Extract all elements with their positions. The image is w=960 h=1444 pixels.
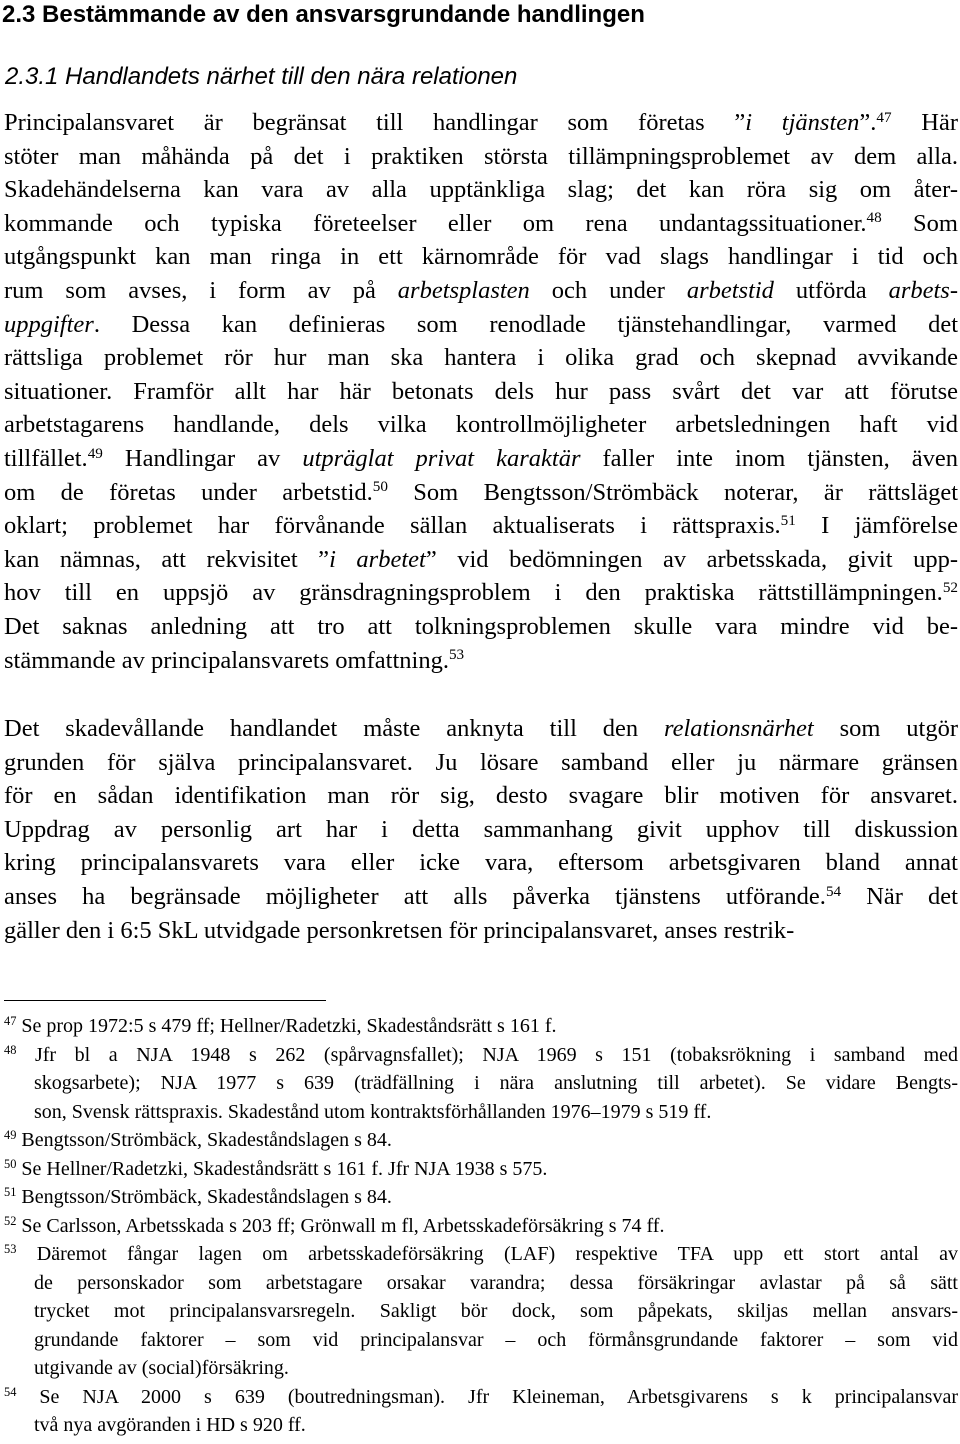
text-line xyxy=(4,645,958,677)
footnote-number: 52 xyxy=(4,1213,17,1228)
text-run: kring principalansvarets vara eller icke vara, eftersom arbetsgivaren bland annat xyxy=(4,849,958,877)
text-run: grunden för själva principalansvaret. Ju lösare samband eller ju närmare gränsen xyxy=(4,748,958,776)
footnote-separator xyxy=(4,1000,326,1001)
text-run: När det xyxy=(841,883,958,910)
text-line xyxy=(4,577,958,609)
text-run: hov till en uppsjö av gränsdragningsproblem i den praktiska rättstillämpningen. xyxy=(4,579,943,607)
footnote-ref: 54 xyxy=(825,882,842,900)
text-line xyxy=(4,309,958,341)
text-line xyxy=(4,544,958,576)
section-heading: 2.3 Bestämmande av den ansvarsgrundande handlingen xyxy=(2,1,645,28)
footnote-line xyxy=(4,1012,958,1040)
text-run: oklart; problemet har förvånande sällan aktualiserats i rättspraxis. xyxy=(4,512,781,540)
footnote-text: Se NJA 2000 s 639 (boutredningsman). Jfr Kleineman, Arbetsgivarens s k principalansvar xyxy=(39,1385,958,1408)
footnote-ref: 49 xyxy=(87,444,103,462)
text-run: Det skadevållande handlandet måste anknyta till den xyxy=(4,715,664,742)
text-run: ” vid bedömningen av arbetsskada, givit upp- xyxy=(425,545,958,573)
footnote-line xyxy=(34,1326,958,1354)
text-run: stämmande av principalansvarets omfattning. xyxy=(4,646,449,674)
emphasis: arbets- xyxy=(888,277,958,304)
footnote-number: 47 xyxy=(4,1014,17,1029)
text-run: Som Bengtsson/Strömbäck noterar, är rättsläget xyxy=(387,478,958,506)
footnote-number: 53 xyxy=(4,1242,17,1257)
footnote-line xyxy=(34,1297,958,1325)
footnote-line xyxy=(34,1069,958,1097)
footnote-text: son, Svensk rättspraxis. Skadestånd utom kontraktsförhållanden 1976–1979 s 519 ff. xyxy=(34,1100,712,1123)
text-line xyxy=(4,747,958,779)
text-run: utförda xyxy=(773,277,889,304)
text-line xyxy=(4,915,958,947)
emphasis: arbetsplasten xyxy=(397,277,530,304)
footnote-number: 48 xyxy=(4,1042,17,1057)
footnote-text: Bengtsson/Strömbäck, Skadeståndslagen s 84. xyxy=(21,1129,392,1151)
footnote-text: Se Hellner/Radetzki, Skadeståndsrätt s 161 f. Jfr NJA 1938 s 575. xyxy=(21,1157,548,1180)
text-run: ”. xyxy=(859,109,877,136)
footnote-text: Se prop 1972:5 s 479 ff; Hellner/Radetzki, Skadeståndsrätt s 161 f. xyxy=(21,1015,557,1037)
footnote-ref: 50 xyxy=(372,478,388,496)
text-line xyxy=(4,241,958,273)
text-run: Uppdrag av personlig art har i detta sammanhang givit upphov till diskussion xyxy=(4,815,958,843)
text-line xyxy=(4,847,958,879)
footnote-text: de personskador som arbetstagare orsakar varandra; dessa försäkringar avlastar på så sätt xyxy=(34,1271,958,1294)
text-run: gäller den i 6:5 SkL utvidgade personkretsen för principalansvaret, anses restrik- xyxy=(4,916,795,944)
text-run: för en sådan identifikation man rör sig, desto svagare blir motiven för ansvaret. xyxy=(4,782,958,810)
footnote-line xyxy=(34,1269,958,1297)
footnote-text: grundande faktorer – som vid principalansvar – och förmånsgrundande faktorer – som vid xyxy=(34,1328,958,1351)
text-line xyxy=(4,376,958,408)
footnote-number: 51 xyxy=(4,1185,17,1200)
text-line xyxy=(4,510,958,542)
emphasis: uppgifter xyxy=(4,310,94,338)
footnote-text: Jfr bl a NJA 1948 s 262 (spårvagnsfallet); NJA 1969 s 151 (tobaksrökning i samband med xyxy=(34,1043,958,1066)
text-run: anses ha begränsade möjligheter att alls påverka tjänstens utförande. xyxy=(4,883,826,910)
text-line xyxy=(4,107,958,139)
text-run: kommande och typiska företeelser eller om rena undantagssituationer. xyxy=(4,209,867,237)
footnote-line xyxy=(4,1126,958,1154)
text-run: Som xyxy=(881,209,958,237)
text-run: I jämförelse xyxy=(795,512,958,540)
text-line xyxy=(4,477,958,509)
footnote-ref: 53 xyxy=(448,646,465,664)
footnote-line xyxy=(34,1098,958,1126)
text-line xyxy=(4,409,958,441)
text-run: Här xyxy=(891,109,958,136)
text-line xyxy=(4,881,958,913)
text-run: Handlingar av xyxy=(102,445,303,472)
footnote-ref: 48 xyxy=(866,209,882,227)
subsection-heading: 2.3.1 Handlandets närhet till den nära relationen xyxy=(5,63,518,90)
text-run: faller inte inom tjänsten, även xyxy=(580,445,958,472)
text-run: som utgör xyxy=(813,715,959,742)
text-line xyxy=(4,780,958,812)
emphasis: i arbetet xyxy=(329,545,426,573)
text-run: arbetstagarens handlande, dels vilka kontrollmöjligheter arbetsledningen haft vid xyxy=(4,411,958,439)
text-line xyxy=(4,275,958,307)
text-line xyxy=(4,814,958,846)
text-line xyxy=(4,208,958,240)
text-run: utgångspunkt kan man ringa in ett kärnområde för vad slags handlingar i tid och xyxy=(4,243,958,271)
text-run: situationer. Framför allt har här betonats dels hur pass svårt det var att förutse xyxy=(4,377,958,405)
text-line xyxy=(4,713,958,745)
footnote-text: två nya avgöranden i HD s 920 ff. xyxy=(34,1414,306,1436)
emphasis: arbetstid xyxy=(686,277,774,304)
footnote-text: trycket mot principalansvarsregeln. Sakligt bör dock, som påpekats, skiljas mellan ansvars- xyxy=(34,1300,958,1322)
footnote-text: Se Carlsson, Arbetsskada s 203 ff; Grönwall m fl, Arbetsskadeförsäkring s 74 ff. xyxy=(21,1214,665,1237)
text-run: om de företas under arbetstid. xyxy=(4,478,373,506)
footnote-line xyxy=(4,1240,958,1268)
footnote-ref: 47 xyxy=(876,108,892,126)
text-line xyxy=(4,342,958,374)
emphasis: i tjänsten xyxy=(745,109,860,136)
footnote-line xyxy=(4,1183,958,1211)
text-run: Det saknas anledning att tro att tolkningsproblemen skulle vara mindre vid be- xyxy=(4,613,958,640)
text-run: och under xyxy=(529,277,687,304)
footnote-line xyxy=(4,1212,958,1240)
footnote-text: Däremot fångar lagen om arbetsskadeförsäkring (LAF) respektive TFA upp ett stort antal av xyxy=(36,1243,958,1265)
emphasis: utpräglat privat karaktär xyxy=(302,445,581,472)
footnote-text: utgivande av (social)försäkring. xyxy=(34,1357,289,1379)
footnote-line xyxy=(4,1041,958,1069)
footnote-line xyxy=(34,1411,958,1439)
text-line xyxy=(4,174,958,206)
text-run: kan nämnas, att rekvisitet ” xyxy=(4,545,330,573)
text-run: Skadehändelserna kan vara av alla upptänkliga slag; det kan röra sig om åter- xyxy=(4,176,958,204)
footnote-line xyxy=(4,1155,958,1183)
text-run: rum som avses, i form av på xyxy=(4,277,398,304)
text-line xyxy=(4,443,958,475)
footnote-ref: 51 xyxy=(780,511,796,529)
footnote-ref: 52 xyxy=(942,579,958,597)
footnote-number: 49 xyxy=(4,1128,17,1143)
footnote-text: skogsarbete); NJA 1977 s 639 (trädfällning i nära anslutning till arbetet). Se vidare Bengts- xyxy=(34,1072,958,1094)
text-run: tillfället. xyxy=(4,445,88,472)
footnote-line xyxy=(4,1383,958,1411)
footnote-number: 54 xyxy=(4,1384,17,1399)
text-line xyxy=(4,611,958,643)
footnote-text: Bengtsson/Strömbäck, Skadeståndslagen s 84. xyxy=(21,1186,392,1208)
footnote-number: 50 xyxy=(4,1156,17,1171)
text-run: Principalansvaret är begränsat till handlingar som företas ” xyxy=(4,109,746,136)
text-line xyxy=(4,141,958,173)
text-run: stöter man måhända på det i praktiken största tillämpningsproblemet av dem alla. xyxy=(4,142,958,170)
footnote-line xyxy=(34,1354,958,1382)
emphasis: relationsnärhet xyxy=(663,715,814,742)
text-run: . Dessa kan definieras som renodlade tjänstehandlingar, varmed det xyxy=(93,310,958,338)
text-run: rättsliga problemet rör hur man ska hantera i olika grad och skepnad avvikande xyxy=(4,344,958,372)
